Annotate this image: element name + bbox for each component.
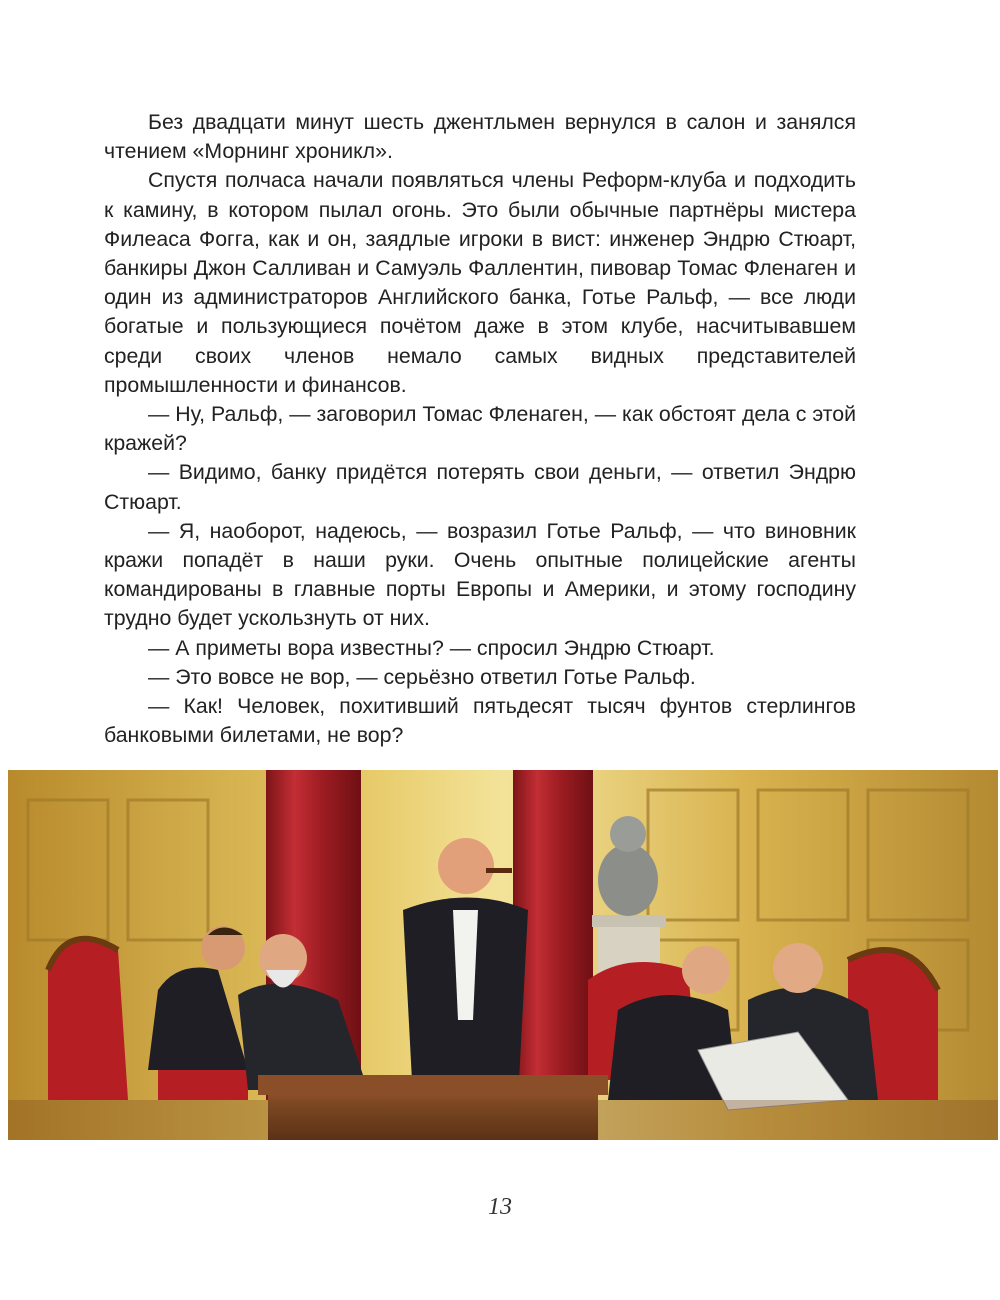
paragraph: — Я, наоборот, надеюсь, — возразил Готье Ральф, — что виновник кражи попадёт в наши руки. Очень опытные полицейские агенты командированы в главные порты Европы и Америки, и этому господину трудно будет ускользнуть от них. <box>104 518 856 631</box>
page-number: 13 <box>488 1194 512 1220</box>
floor <box>8 1100 998 1140</box>
paragraph: — Это вовсе не вор, — серьёзно ответил Готье Ральф. <box>148 664 696 689</box>
paragraph: Без двадцати минут шесть джентльмен вернулся в салон и занялся чтением «Морнинг хроникл». <box>104 110 856 164</box>
main-text <box>104 108 856 750</box>
paragraph: — Видимо, банку придётся потерять свои деньги, — ответил Эндрю Стюарт. <box>104 460 856 514</box>
paragraph: Спустя полчаса начали появляться члены Реформ-клуба и подходить к камину, в котором пылал огонь. Это были обычные партнёры мистера Филеаса Фогга, как и он, заядлые игроки в вист: инженер Эндрю Стюарт, банкиры Джон Салливан и Самуэль Фаллентин, пивовар Томас Фленаген и один из администраторов Английского банка, Готье Ральф, — все люди богатые и пользующиеся почётом даже в этом клубе, насчитывавшем среди своих членов немало самых видных представителей промышленности и финансов. <box>104 168 856 397</box>
club-scene-illustration <box>8 770 998 1140</box>
paragraph: — Ну, Ральф, — заговорил Томас Фленаген, — как обстоят дела с этой кражей? <box>104 402 856 456</box>
paragraph: — Как! Человек, похитивший пятьдесят тысяч фунтов стерлингов банковыми билетами, не вор? <box>104 694 856 748</box>
paragraph: — А приметы вора известны? — спросил Эндрю Стюарт. <box>148 635 715 660</box>
